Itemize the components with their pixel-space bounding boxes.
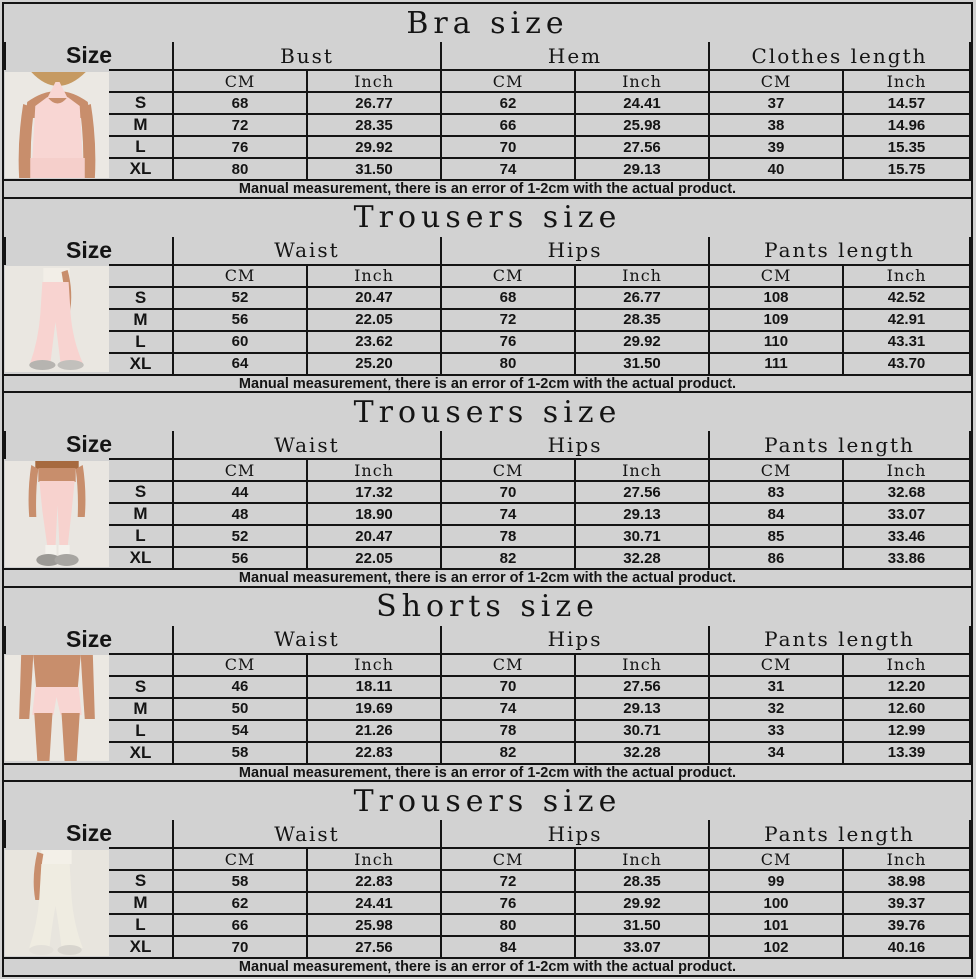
measurement-note: Manual measurement, there is an error of 1-2cm with the actual product.: [4, 568, 971, 586]
size-table-section: [4, 393, 971, 588]
unit-header-row: [5, 654, 970, 676]
size-value-cell: 19.69: [307, 698, 441, 720]
size-row: [5, 720, 970, 742]
size-value-cell: 76: [173, 136, 307, 158]
size-value-cell: 78: [441, 525, 575, 547]
size-label-cell: M: [109, 309, 173, 331]
measure-group-header: Hips: [441, 820, 709, 848]
size-value-cell: 25.98: [575, 114, 709, 136]
size-value-cell: 80: [441, 914, 575, 936]
table-title: Trousers size: [353, 783, 622, 819]
size-value-cell: 32.28: [575, 547, 709, 568]
unit-header-cell: Inch: [575, 70, 709, 92]
size-value-cell: 30.71: [575, 525, 709, 547]
size-value-cell: 85: [709, 525, 843, 547]
size-value-cell: 22.05: [307, 309, 441, 331]
table-title: Shorts size: [376, 589, 599, 625]
size-value-cell: 43.70: [843, 353, 970, 374]
unit-header-cell: CM: [173, 265, 307, 287]
size-value-cell: 42.91: [843, 309, 970, 331]
size-value-cell: 62: [441, 92, 575, 114]
size-row: [5, 136, 970, 158]
size-label-spacer-cell: [109, 848, 173, 870]
leggings-model-photo: [5, 461, 109, 567]
size-value-cell: 58: [173, 870, 307, 892]
size-column-header: Size: [5, 42, 173, 70]
size-column-header: Size: [5, 626, 173, 654]
size-value-cell: 32: [709, 698, 843, 720]
size-value-cell: 29.92: [575, 892, 709, 914]
size-value-cell: 54: [173, 720, 307, 742]
size-value-cell: 29.92: [307, 136, 441, 158]
measure-group-header: Pants length: [709, 431, 970, 459]
size-table: [4, 237, 971, 374]
measure-group-header: Pants length: [709, 626, 970, 654]
unit-header-row: [5, 848, 970, 870]
group-header-row: [5, 626, 970, 654]
size-table: [4, 431, 971, 568]
size-label-cell: L: [109, 136, 173, 158]
size-value-cell: 24.41: [307, 892, 441, 914]
measurement-note: Manual measurement, there is an error of 1-2cm with the actual product.: [4, 763, 971, 781]
size-value-cell: 66: [441, 114, 575, 136]
size-value-cell: 42.52: [843, 287, 970, 309]
size-value-cell: 70: [441, 481, 575, 503]
unit-header-cell: Inch: [843, 70, 970, 92]
unit-header-cell: Inch: [307, 654, 441, 676]
unit-header-row: [5, 70, 970, 92]
size-value-cell: 23.62: [307, 331, 441, 353]
size-value-cell: 78: [441, 720, 575, 742]
size-value-cell: 102: [709, 936, 843, 957]
size-value-cell: 39.37: [843, 892, 970, 914]
size-row: [5, 158, 970, 179]
size-label-cell: S: [109, 92, 173, 114]
size-value-cell: 39.76: [843, 914, 970, 936]
size-value-cell: 109: [709, 309, 843, 331]
size-row: [5, 287, 970, 309]
size-value-cell: 27.56: [575, 136, 709, 158]
group-header-row: [5, 42, 970, 70]
size-value-cell: 27.56: [575, 481, 709, 503]
size-value-cell: 22.83: [307, 870, 441, 892]
size-row: [5, 309, 970, 331]
unit-header-cell: CM: [709, 459, 843, 481]
size-row: [5, 698, 970, 720]
size-table: [4, 820, 971, 957]
size-value-cell: 21.26: [307, 720, 441, 742]
size-value-cell: 100: [709, 892, 843, 914]
size-column-header: Size: [5, 237, 173, 265]
size-value-cell: 62: [173, 892, 307, 914]
size-value-cell: 64: [173, 353, 307, 374]
size-value-cell: 33: [709, 720, 843, 742]
size-value-cell: 39: [709, 136, 843, 158]
size-label-cell: S: [109, 481, 173, 503]
unit-header-cell: CM: [441, 459, 575, 481]
unit-header-cell: CM: [173, 70, 307, 92]
size-row: [5, 892, 970, 914]
size-value-cell: 12.60: [843, 698, 970, 720]
size-value-cell: 34: [709, 742, 843, 763]
size-value-cell: 76: [441, 331, 575, 353]
size-value-cell: 82: [441, 742, 575, 763]
unit-header-cell: CM: [441, 70, 575, 92]
size-value-cell: 25.98: [307, 914, 441, 936]
size-value-cell: 24.41: [575, 92, 709, 114]
size-value-cell: 15.35: [843, 136, 970, 158]
size-column-header: Size: [5, 820, 173, 848]
size-value-cell: 80: [441, 353, 575, 374]
size-label-spacer-cell: [109, 459, 173, 481]
size-value-cell: 46: [173, 676, 307, 698]
size-value-cell: 33.46: [843, 525, 970, 547]
unit-header-row: [5, 459, 970, 481]
size-label-cell: M: [109, 698, 173, 720]
size-row: [5, 914, 970, 936]
unit-header-cell: CM: [173, 654, 307, 676]
size-value-cell: 37: [709, 92, 843, 114]
size-value-cell: 84: [441, 936, 575, 957]
unit-header-cell: Inch: [307, 848, 441, 870]
size-value-cell: 83: [709, 481, 843, 503]
size-label-cell: L: [109, 525, 173, 547]
size-value-cell: 38.98: [843, 870, 970, 892]
size-value-cell: 17.32: [307, 481, 441, 503]
flare-pants-pink-model-photo: [5, 266, 109, 372]
size-label-cell: S: [109, 287, 173, 309]
size-label-cell: M: [109, 503, 173, 525]
size-value-cell: 28.35: [307, 114, 441, 136]
unit-header-cell: Inch: [843, 265, 970, 287]
measure-group-header: Pants length: [709, 820, 970, 848]
measure-group-header: Waist: [173, 431, 441, 459]
size-column-header: Size: [5, 431, 173, 459]
size-value-cell: 48: [173, 503, 307, 525]
unit-header-cell: Inch: [843, 459, 970, 481]
product-photo-tank-top-model: [5, 70, 109, 179]
table-title: Trousers size: [353, 394, 622, 430]
size-chart: [2, 2, 973, 977]
size-value-cell: 14.57: [843, 92, 970, 114]
group-header-row: [5, 237, 970, 265]
size-value-cell: 26.77: [575, 287, 709, 309]
unit-header-cell: Inch: [307, 70, 441, 92]
size-value-cell: 22.05: [307, 547, 441, 568]
size-value-cell: 84: [709, 503, 843, 525]
unit-header-cell: Inch: [575, 265, 709, 287]
size-row: [5, 742, 970, 763]
size-label-spacer-cell: [109, 265, 173, 287]
size-row: [5, 353, 970, 374]
size-label-spacer-cell: [109, 70, 173, 92]
size-label-cell: XL: [109, 547, 173, 568]
measurement-note: Manual measurement, there is an error of 1-2cm with the actual product.: [4, 179, 971, 197]
product-photo-shorts-model: [5, 654, 109, 763]
size-value-cell: 31.50: [575, 353, 709, 374]
size-value-cell: 28.35: [575, 309, 709, 331]
product-photo-leggings-model: [5, 459, 109, 568]
table-title: Trousers size: [353, 200, 622, 236]
size-value-cell: 68: [441, 287, 575, 309]
size-table-section: [4, 782, 971, 975]
size-table-section: [4, 199, 971, 394]
size-value-cell: 28.35: [575, 870, 709, 892]
unit-header-cell: CM: [709, 265, 843, 287]
size-value-cell: 40.16: [843, 936, 970, 957]
measure-group-header: Waist: [173, 237, 441, 265]
size-value-cell: 25.20: [307, 353, 441, 374]
size-value-cell: 20.47: [307, 525, 441, 547]
size-value-cell: 70: [441, 676, 575, 698]
size-value-cell: 99: [709, 870, 843, 892]
size-value-cell: 44: [173, 481, 307, 503]
size-label-spacer-cell: [109, 654, 173, 676]
size-row: [5, 547, 970, 568]
size-value-cell: 101: [709, 914, 843, 936]
product-photo-flare-pants-cream-model: [5, 848, 109, 957]
size-value-cell: 29.92: [575, 331, 709, 353]
size-value-cell: 29.13: [575, 158, 709, 179]
measure-group-header: Pants length: [709, 237, 970, 265]
size-value-cell: 27.56: [307, 936, 441, 957]
tank-top-model-photo: [5, 72, 109, 178]
size-value-cell: 110: [709, 331, 843, 353]
group-header-row: [5, 431, 970, 459]
size-value-cell: 33.86: [843, 547, 970, 568]
unit-header-cell: CM: [173, 459, 307, 481]
table-title: Bra size: [406, 5, 569, 41]
size-table: [4, 626, 971, 763]
size-value-cell: 60: [173, 331, 307, 353]
unit-header-cell: Inch: [307, 265, 441, 287]
size-table-section: [4, 4, 971, 199]
size-table-section: [4, 588, 971, 783]
size-row: [5, 481, 970, 503]
size-label-cell: L: [109, 331, 173, 353]
size-value-cell: 33.07: [575, 936, 709, 957]
size-value-cell: 70: [173, 936, 307, 957]
measure-group-header: Hem: [441, 42, 709, 70]
size-value-cell: 70: [441, 136, 575, 158]
size-row: [5, 331, 970, 353]
group-header-row: [5, 820, 970, 848]
size-value-cell: 74: [441, 158, 575, 179]
measure-group-header: Clothes length: [709, 42, 970, 70]
size-value-cell: 58: [173, 742, 307, 763]
unit-header-cell: Inch: [575, 654, 709, 676]
unit-header-cell: CM: [709, 654, 843, 676]
measure-group-header: Hips: [441, 431, 709, 459]
size-value-cell: 32.28: [575, 742, 709, 763]
size-row: [5, 503, 970, 525]
size-value-cell: 14.96: [843, 114, 970, 136]
size-value-cell: 31: [709, 676, 843, 698]
size-value-cell: 18.11: [307, 676, 441, 698]
size-label-cell: S: [109, 676, 173, 698]
size-value-cell: 72: [441, 309, 575, 331]
size-value-cell: 108: [709, 287, 843, 309]
size-value-cell: 26.77: [307, 92, 441, 114]
size-value-cell: 29.13: [575, 698, 709, 720]
size-value-cell: 50: [173, 698, 307, 720]
unit-header-row: [5, 265, 970, 287]
size-value-cell: 72: [441, 870, 575, 892]
size-value-cell: 15.75: [843, 158, 970, 179]
measure-group-header: Waist: [173, 626, 441, 654]
unit-header-cell: CM: [441, 654, 575, 676]
size-value-cell: 12.99: [843, 720, 970, 742]
size-value-cell: 18.90: [307, 503, 441, 525]
size-value-cell: 27.56: [575, 676, 709, 698]
size-value-cell: 12.20: [843, 676, 970, 698]
size-label-cell: XL: [109, 353, 173, 374]
size-value-cell: 20.47: [307, 287, 441, 309]
size-value-cell: 68: [173, 92, 307, 114]
unit-header-cell: CM: [173, 848, 307, 870]
size-value-cell: 74: [441, 503, 575, 525]
size-label-cell: XL: [109, 158, 173, 179]
shorts-model-photo: [5, 655, 109, 761]
flare-pants-cream-model-photo: [5, 850, 109, 956]
size-value-cell: 31.50: [307, 158, 441, 179]
size-row: [5, 870, 970, 892]
size-value-cell: 66: [173, 914, 307, 936]
size-value-cell: 52: [173, 287, 307, 309]
unit-header-cell: CM: [709, 848, 843, 870]
measure-group-header: Waist: [173, 820, 441, 848]
size-value-cell: 38: [709, 114, 843, 136]
size-row: [5, 936, 970, 957]
unit-header-cell: CM: [709, 70, 843, 92]
size-value-cell: 56: [173, 309, 307, 331]
size-row: [5, 525, 970, 547]
unit-header-cell: CM: [441, 265, 575, 287]
size-label-cell: XL: [109, 742, 173, 763]
unit-header-cell: Inch: [307, 459, 441, 481]
size-value-cell: 31.50: [575, 914, 709, 936]
size-value-cell: 29.13: [575, 503, 709, 525]
size-row: [5, 114, 970, 136]
size-value-cell: 72: [173, 114, 307, 136]
size-value-cell: 82: [441, 547, 575, 568]
unit-header-cell: Inch: [575, 848, 709, 870]
size-value-cell: 76: [441, 892, 575, 914]
size-label-cell: L: [109, 914, 173, 936]
unit-header-cell: Inch: [843, 848, 970, 870]
measure-group-header: Hips: [441, 237, 709, 265]
size-value-cell: 56: [173, 547, 307, 568]
size-value-cell: 86: [709, 547, 843, 568]
measure-group-header: Bust: [173, 42, 441, 70]
size-value-cell: 22.83: [307, 742, 441, 763]
size-row: [5, 92, 970, 114]
size-table: [4, 42, 971, 179]
size-value-cell: 32.68: [843, 481, 970, 503]
measurement-note: Manual measurement, there is an error of 1-2cm with the actual product.: [4, 957, 971, 975]
size-value-cell: 52: [173, 525, 307, 547]
measure-group-header: Hips: [441, 626, 709, 654]
unit-header-cell: Inch: [843, 654, 970, 676]
measurement-note: Manual measurement, there is an error of 1-2cm with the actual product.: [4, 374, 971, 392]
size-value-cell: 30.71: [575, 720, 709, 742]
size-value-cell: 80: [173, 158, 307, 179]
size-label-cell: XL: [109, 936, 173, 957]
size-value-cell: 13.39: [843, 742, 970, 763]
size-label-cell: L: [109, 720, 173, 742]
size-row: [5, 676, 970, 698]
size-value-cell: 111: [709, 353, 843, 374]
size-value-cell: 40: [709, 158, 843, 179]
size-label-cell: M: [109, 892, 173, 914]
unit-header-cell: Inch: [575, 459, 709, 481]
size-value-cell: 74: [441, 698, 575, 720]
size-label-cell: M: [109, 114, 173, 136]
size-value-cell: 43.31: [843, 331, 970, 353]
unit-header-cell: CM: [441, 848, 575, 870]
product-photo-flare-pants-pink-model: [5, 265, 109, 374]
size-value-cell: 33.07: [843, 503, 970, 525]
size-label-cell: S: [109, 870, 173, 892]
